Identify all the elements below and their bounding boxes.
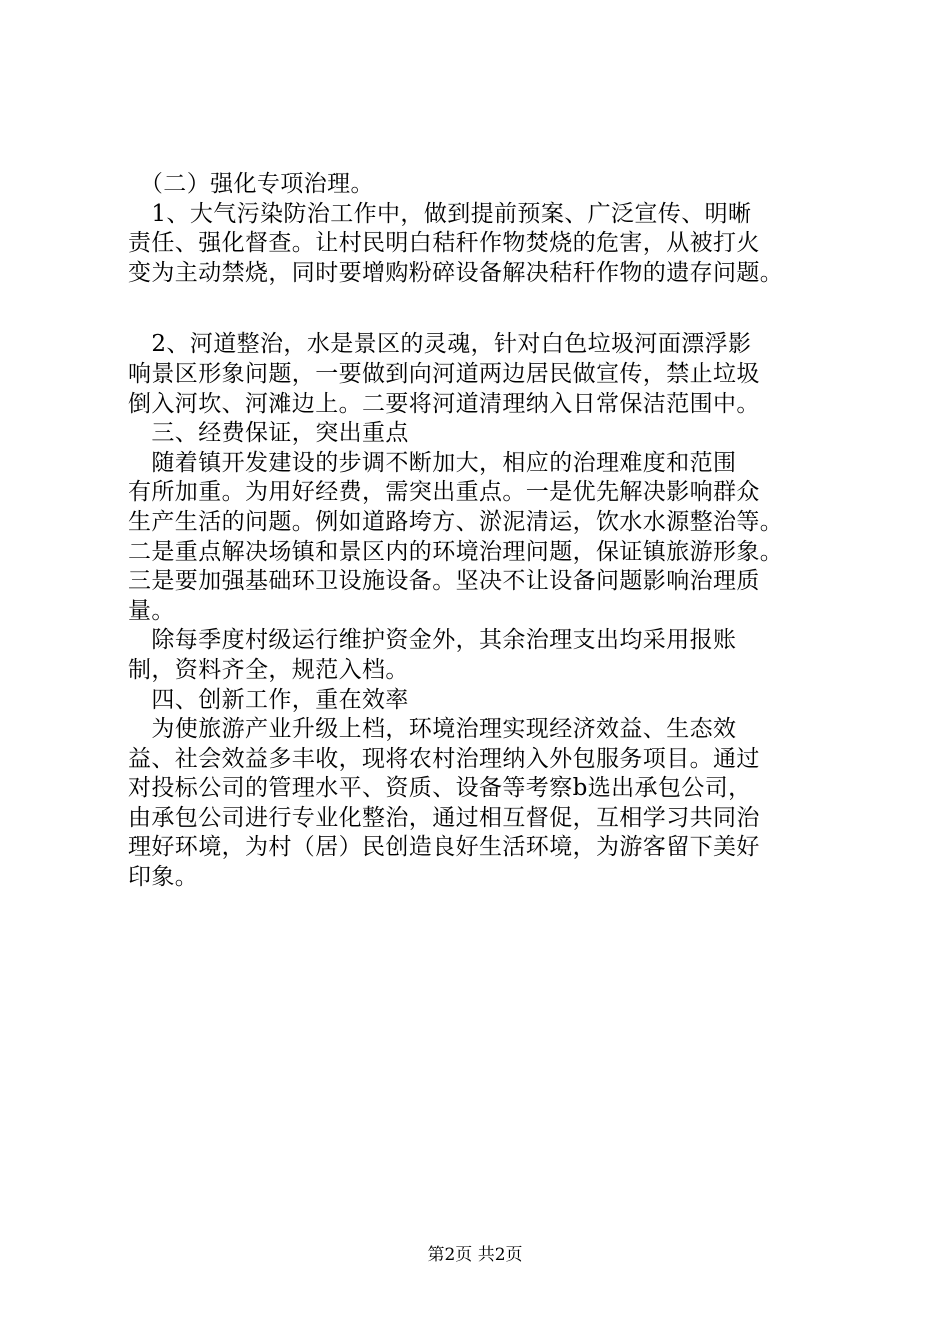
paragraph-line: 由承包公司进行专业化整治，通过相互督促，互相学习共同治 [128,804,760,831]
paragraph-line: 印象。 [128,864,199,891]
section-heading: 四、创新工作，重在效率 [128,686,409,713]
section-heading: 三、经费保证，突出重点 [128,420,409,447]
page-number-footer: 第2页 共2页 [427,1245,523,1265]
paragraph-line: 响景区形象问题，一要做到向河道两边居民做宣传，禁止垃圾 [128,360,760,387]
paragraph-line: 对投标公司的管理水平、资质、设备等考察b选出承包公司， [128,775,752,802]
paragraph-line: 有所加重。为用好经费，需突出重点。一是优先解决影响群众 [128,479,760,506]
paragraph-line: 量。 [128,597,175,624]
paragraph-line: 二是重点解决场镇和景区内的环境治理问题，保证镇旅游形象。 [128,538,784,565]
paragraph-line: 随着镇开发建设的步调不断加大，相应的治理难度和范围 [128,449,737,476]
paragraph-line: 益、社会效益多丰收，现将农村治理纳入外包服务项目。通过 [128,745,760,772]
paragraph-line: 理好环境，为村（居）民创造良好生活环境，为游客留下美好 [128,834,760,861]
paragraph-line: （二）强化专项治理。 [128,171,374,197]
paragraph-line: 生产生活的问题。例如道路垮方、淤泥清运，饮水水源整治等。 [128,508,784,535]
paragraph-line: 2、河道整治，水是景区的灵魂，针对白色垃圾河面漂浮影 [128,331,752,358]
paragraph-line: 倒入河坎、河滩边上。二要将河道清理纳入日常保洁范围中。 [128,390,760,417]
paragraph-line: 三是要加强基础环卫设施设备。坚决不让设备问题影响治理质 [128,568,760,595]
paragraph-line: 除每季度村级运行维护资金外，其余治理支出均采用报账 [128,627,737,654]
paragraph-line: 变为主动禁烧，同时要增购粉碎设备解决秸秆作物的遗存问题。 [128,259,784,286]
paragraph-line: 责任、强化督查。让村民明白秸秆作物焚烧的危害，从被打火 [128,230,760,257]
paragraph-gap [128,288,832,330]
paragraph-line: 1、大气污染防治工作中，做到提前预案、广泛宣传、明晰 [128,200,752,227]
paragraph-line: 为使旅游产业升级上档，环境治理实现经济效益、生态效 [128,716,737,743]
paragraph-line: 制，资料齐全，规范入档。 [128,656,409,683]
document-body [128,170,832,893]
